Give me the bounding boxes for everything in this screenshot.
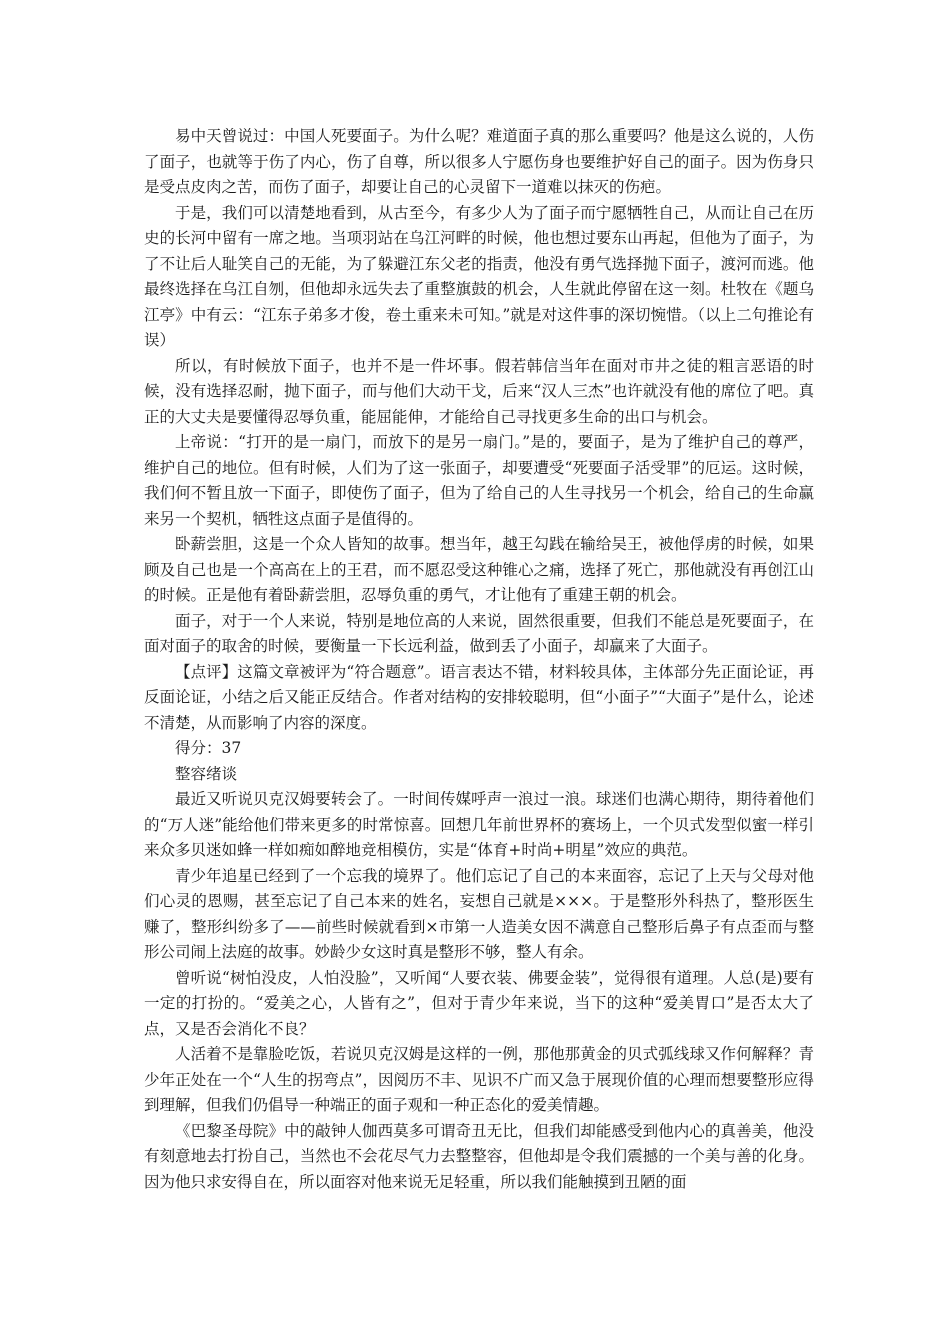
comment-paragraph: 【点评】这篇文章被评为“符合题意”。语言表达不错，材料较具体，主体部分先正面论证，再反面论证，小结之后又能正反结合。作者对结构的安排较聪明，但“小面子”“大面子”是什么，论述不清楚，从而影响了内容的深度。 <box>144 662 814 732</box>
essay-title: 整容绪谈 <box>175 764 238 783</box>
paragraph: 易中天曾说过：中国人死要面子。为什么呢？难道面子真的那么重要吗？他是这么说的，人伤了面子，也就等于伤了内心，伤了自尊，所以很多人宁愿伤身也要维护好自己的面子。因为伤身只是受点皮肉之苦，而伤了面子，却要让自己的心灵留下一道难以抹灭的伤疤。 <box>144 127 814 196</box>
paragraph: 曾听说“树怕没皮，人怕没脸”，又听闻“人要衣装、佛要金装”，觉得很有道理。人总(是)要有一定的打扮的。“爱美之心，人皆有之”，但对于青少年来说，当下的这种“爱美胃口”是否太大了点，又是否会消化不良？ <box>144 968 814 1038</box>
paragraph: 人活着不是靠脸吃饭，若说贝克汉姆是这样的一例，那他那黄金的贝式弧线球又作何解释？青少年正处在一个“人生的拐弯点”，因阅历不丰、见识不广而又急于展现价值的心理而想要整形应得到理解，但我们仍倡导一种端正的面子观和一种正态化的爱美情趣。 <box>144 1045 814 1114</box>
paragraph: 面子，对于一个人来说，特别是地位高的人来说，固然很重要，但我们不能总是死要面子，在面对面子的取舍的时候，要衡量一下长远利益，做到丢了小面子，却赢来了大面子。 <box>144 611 814 655</box>
paragraph: 《巴黎圣母院》中的敲钟人伽西莫多可谓奇丑无比，但我们却能感受到他内心的真善美，他没有刻意地去打扮自己，当然也不会花尽气力去整整容，但他却是令我们震撼的一个美与善的化身。因为他只求安得自在，所以面容对他来说无足轻重，所以我们能触摸到丑陋的面 <box>144 1121 814 1191</box>
score-line: 得分：37 <box>175 739 242 757</box>
paragraph: 于是，我们可以清楚地看到，从古至今，有多少人为了面子而宁愿牺牲自己，从而让自己在历史的长河中留有一席之地。当项羽站在乌江河畔的时候，他也想过要东山再起，但他为了面子，为了不让后人耻笑自己的无能，为了躲避江东父老的指责，他没有勇气选择抛下面子，渡河而逃。他最终选择在乌江自刎，但他却永远失去了重整旗鼓的机会，人生就此停留在这一刻。杜牧在《题乌江亭》中有云：“江东子弟多才俊，卷土重来未可知。”就是对这件事的深切惋惜。（以上二句推论有误） <box>144 203 814 349</box>
paragraph: 所以，有时候放下面子，也并不是一件坏事。假若韩信当年在面对市井之徒的粗言恶语的时候，没有选择忍耐，抛下面子，而与他们大动干戈，后来“汉人三杰”也许就没有他的席位了吧。真正的大丈夫是要懂得忍辱负重，能屈能伸，才能给自己寻找更多生命的出口与机会。 <box>144 356 814 426</box>
document-body <box>144 124 814 1195</box>
paragraph: 最近又听说贝克汉姆要转会了。一时间传媒呼声一浪过一浪。球迷们也满心期待，期待着他们的“万人迷”能给他们带来更多的时常惊喜。回想几年前世界杯的赛场上，一个贝式发型似蜜一样引来众多贝迷如蜂一样如痴如醉地竞相模仿，实是“体育+时尚+明星”效应的典范。 <box>144 790 814 859</box>
paragraph: 青少年追星已经到了一个忘我的境界了。他们忘记了自己的本来面容，忘记了上天与父母对他们心灵的恩赐，甚至忘记了自己本来的姓名，妄想自己就是×××。于是整形外科热了，整形医生赚了，整形纠纷多了——前些时候就看到×市第一人造美女因不满意自己整形后鼻子有点歪而与整形公司闹上法庭的故事。妙龄少女这时真是整形不够，整人有余。 <box>144 866 814 961</box>
paragraph: 上帝说：“打开的是一扇门，而放下的是另一扇门。”是的，要面子，是为了维护自己的尊严，维护自己的地位。但有时候，人们为了这一张面子，却要遭受“死要面子活受罪”的厄运。这时候，我们何不暂且放一下面子，即使伤了面子，但为了给自己的人生寻找另一个机会，给自己的生命赢来另一个契机，牺牲这点面子是值得的。 <box>144 433 814 528</box>
paragraph: 卧薪尝胆，这是一个众人皆知的故事。想当年，越王勾践在输给吴王，被他俘虏的时候，如果顾及自己也是一个高高在上的王君，而不愿忍受这种锥心之痛，选择了死亡，那他就没有再创江山的时候。正是他有着卧薪尝胆，忍辱负重的勇气，才让他有了重建王朝的机会。 <box>144 535 814 604</box>
